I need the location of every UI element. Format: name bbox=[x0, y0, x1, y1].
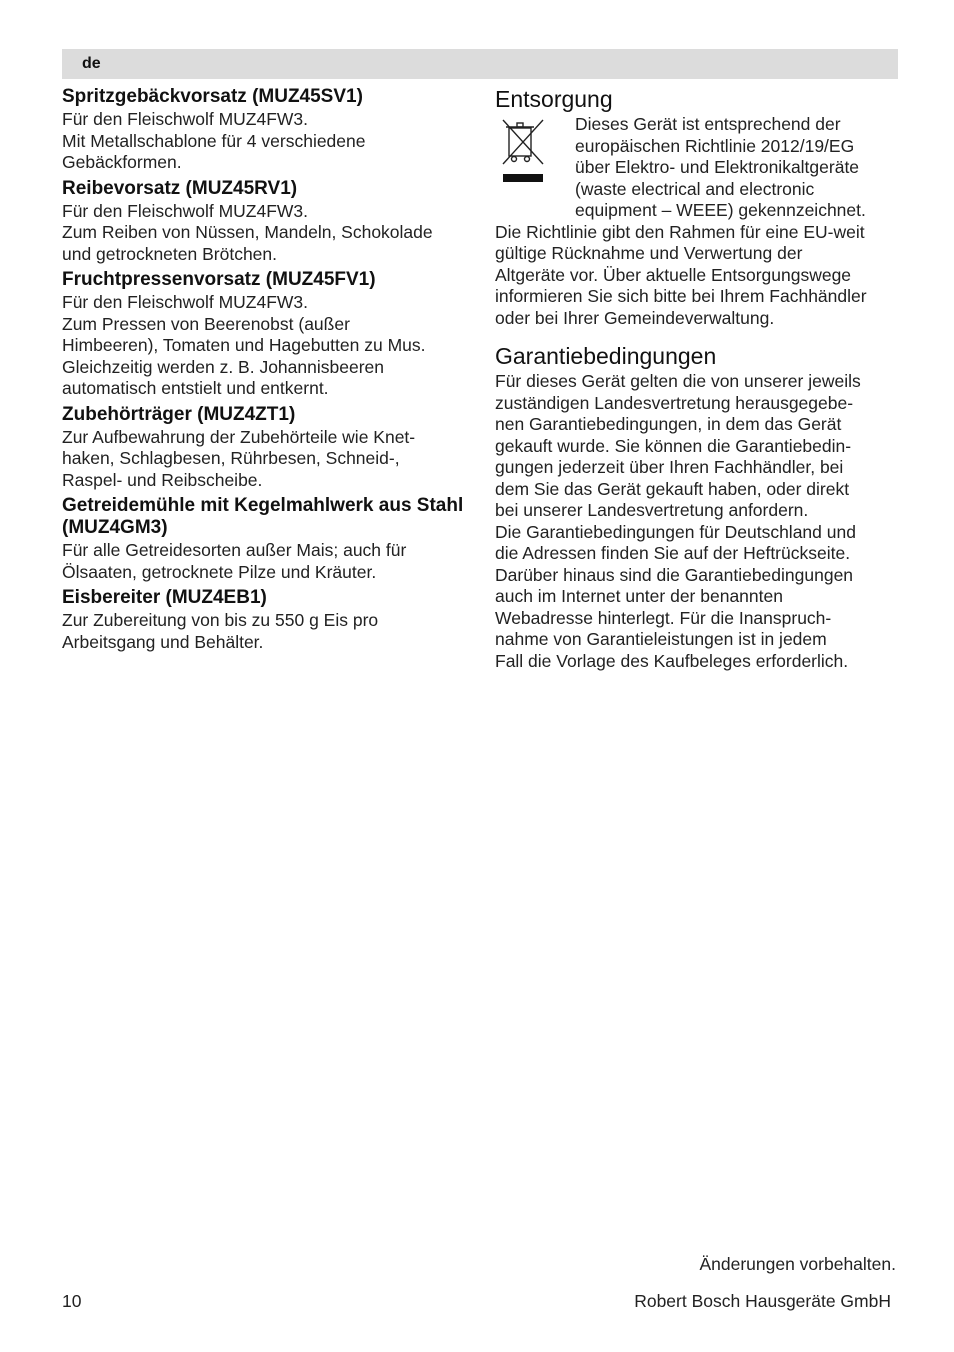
text-line: informieren Sie sich bitte bei Ihrem Fachhändler bbox=[495, 286, 867, 306]
text-line: equipment – WEEE) gekennzeichnet. bbox=[575, 200, 866, 220]
text-line: Die Garantiebedingungen für Deutschland und bbox=[495, 521, 856, 542]
section-getreidemuehle bbox=[62, 495, 466, 583]
weee-block bbox=[495, 114, 898, 222]
text-line: nen Garantiebedingungen, in dem das Gerät bbox=[495, 414, 842, 434]
text-line: haken, Schlagbesen, Rührbesen, Schneid-, bbox=[62, 448, 400, 468]
text-line: Die Richtlinie gibt den Rahmen für eine EU-weit bbox=[495, 221, 865, 242]
section-eisbereiter bbox=[62, 587, 466, 653]
text-line: Zur Aufbewahrung der Zubehörteile wie Knet- bbox=[62, 426, 416, 447]
text-line: Webadresse hinterlegt. Für die Inanspruch- bbox=[495, 607, 832, 628]
text-line: Gebäckformen. bbox=[62, 152, 182, 172]
section-heading: Fruchtpressenvorsatz (MUZ45FV1) bbox=[62, 269, 376, 290]
text-line: Gleichzeitig werden z. B. Johannisbeeren bbox=[62, 356, 384, 377]
text-line: Altgeräte vor. Über aktuelle Entsorgungswege bbox=[495, 264, 852, 285]
text-line: und getrockneten Brötchen. bbox=[62, 243, 278, 264]
section-heading: Spritzgebäckvorsatz (MUZ45SV1) bbox=[62, 86, 363, 107]
text-line: Dieses Gerät ist entsprechend der bbox=[575, 114, 841, 134]
text-line: Darüber hinaus sind die Garantiebedingungen bbox=[495, 564, 854, 585]
text-line: Raspel- und Reibscheibe. bbox=[62, 469, 263, 490]
disposal-warranty-column bbox=[495, 86, 898, 676]
text-line: nahme von Garantieleistungen ist in jedem bbox=[495, 629, 827, 649]
text-line: europäischen Richtlinie 2012/19/EG bbox=[575, 135, 855, 156]
text-line: Für den Fleischwolf MUZ4FW3. bbox=[62, 109, 309, 129]
section-heading: Getreidemühle mit Kegelmahlwerk aus Stahl (MUZ4GM3) bbox=[62, 495, 464, 538]
text-line: bei unserer Landesvertretung anfordern. bbox=[495, 500, 809, 520]
section-heading: Garantiebedingungen bbox=[495, 343, 717, 369]
section-fruchtpresse bbox=[62, 269, 466, 400]
text-line: Mit Metallschablone für 4 verschiedene bbox=[62, 130, 366, 151]
text-line: zuständigen Landesvertretung herausgegebe- bbox=[495, 392, 854, 413]
text-line: Für den Fleischwolf MUZ4FW3. bbox=[62, 200, 309, 221]
weee-description bbox=[575, 114, 898, 222]
text-line: automatisch entstielt und entkernt. bbox=[62, 378, 329, 398]
text-line: Zum Pressen von Beerenobst (außer bbox=[62, 313, 350, 334]
language-code: de bbox=[82, 55, 101, 72]
page-number: 10 bbox=[62, 1291, 82, 1311]
text-line: die Adressen finden Sie auf der Heftrückseite. bbox=[495, 543, 851, 563]
text-line: Zum Reiben von Nüssen, Mandeln, Schokolade bbox=[62, 222, 433, 242]
language-bar bbox=[62, 49, 898, 79]
text-line: Ölsaaten, getrocknete Pilze und Kräuter. bbox=[62, 561, 377, 582]
changes-note: Änderungen vorbehalten. bbox=[699, 1254, 896, 1274]
weee-crossed-bin-icon bbox=[499, 116, 547, 184]
text-line: Für alle Getreidesorten außer Mais; auch für bbox=[62, 540, 407, 560]
text-line: gekauft wurde. Sie können die Garantiebedin- bbox=[495, 435, 852, 456]
company-name: Robert Bosch Hausgeräte GmbH bbox=[634, 1291, 891, 1311]
text-line: Fall die Vorlage des Kaufbeleges erforderlich. bbox=[495, 650, 849, 671]
section-spritzgebaeck bbox=[62, 86, 466, 174]
section-entsorgung bbox=[495, 86, 898, 329]
text-line: Für den Fleischwolf MUZ4FW3. bbox=[62, 292, 309, 312]
section-garantie bbox=[495, 343, 898, 672]
section-heading: Entsorgung bbox=[495, 86, 613, 112]
section-heading: Reibevorsatz (MUZ45RV1) bbox=[62, 177, 298, 199]
text-line: Zur Zubereitung von bis zu 550 g Eis pro bbox=[62, 610, 379, 630]
section-reibevorsatz bbox=[62, 178, 466, 266]
text-line: gültige Rücknahme und Verwertung der bbox=[495, 243, 803, 263]
text-line: über Elektro- und Elektronikaltgeräte bbox=[575, 157, 860, 177]
text-line: oder bei Ihrer Gemeindeverwaltung. bbox=[495, 307, 775, 328]
accessories-column bbox=[62, 86, 466, 657]
text-line: Für dieses Gerät gelten die von unserer jeweils bbox=[495, 371, 861, 391]
text-line: Himbeeren), Tomaten und Hagebutten zu Mus. bbox=[62, 335, 426, 355]
text-line: dem Sie das Gerät gekauft haben, oder direkt bbox=[495, 478, 850, 499]
section-heading: Zubehörträger (MUZ4ZT1) bbox=[62, 403, 296, 425]
text-line: gungen jederzeit über Ihren Fachhändler, bei bbox=[495, 457, 844, 477]
text-line: Arbeitsgang und Behälter. bbox=[62, 631, 264, 652]
section-zubehoertraeger bbox=[62, 404, 466, 492]
section-heading: Eisbereiter (MUZ4EB1) bbox=[62, 587, 267, 608]
text-line: auch im Internet unter der benannten bbox=[495, 586, 783, 606]
text-line: (waste electrical and electronic bbox=[575, 178, 815, 199]
